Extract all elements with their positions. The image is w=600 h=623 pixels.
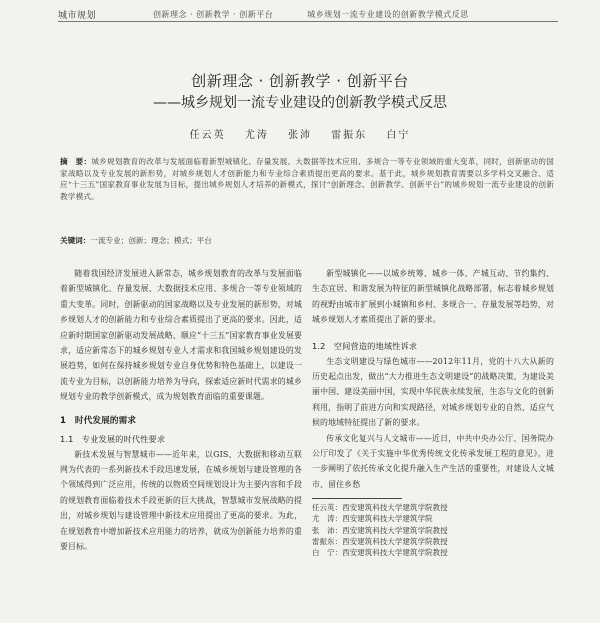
paragraph-urbanization: 新型城镇化——以城乡统筹、城乡一体、产城互动、节约集约、生态宜居、和谐发展为特征的新型城镇化战略部署，标志着城乡规划的视野由城市扩展到小城镇和乡村、多规合一、存量发展等趋势，对城乡规划人才素质提出了新的要求。 (312, 269, 554, 325)
right-column (312, 266, 554, 558)
paragraph-new-tech: 新技术发展与智慧城市——近年来，以GIS、大数据和移动互联网为代表的一系列新技术手段迅速发展，在城乡规划与建设管理的各个领域得到广泛应用，传统的以物质空间规划设计为主要内容和手段的规划教育面临着技术手段更新的巨大挑战，智慧城市发展战略的提出，对城乡规划与建设管理中新技术应用提出了更高的要求。为此，在规划教育中增加新技术应用能力的培养，就成为创新能力培养的重要目标。 (60, 449, 302, 552)
affiliation-line: 任云英：西安建筑科技大学建筑学院教授 (312, 503, 448, 513)
affiliation-line: 张 沛：西安建筑科技大学建筑学院教授 (312, 525, 448, 535)
paper-subtitle: ——城乡规划一流专业建设的创新教学模式反思 (153, 95, 447, 111)
keywords (60, 235, 554, 246)
author-affiliations (312, 502, 554, 558)
running-header-text: 创新理念 · 创新教学 · 创新平台 城乡规划一流专业建设的创新教学模式反思 (153, 10, 469, 19)
header-rule (58, 21, 558, 22)
paragraph-culture: 传承文化复兴与人文城市——近日，中共中央办公厅、国务院办公厅印发了《关于实施中华优秀传统文化传承发展工程的意见》，进一步阐明了依托传承文化提升融入生产生活的重要性，对建设人文城市、留住乡愁 (312, 433, 554, 489)
affiliation-line: 白 宁：西安建筑科技大学建筑学院教授 (312, 548, 448, 558)
running-header (58, 8, 558, 22)
left-column (60, 266, 302, 555)
abstract-label: 摘 要： (60, 157, 92, 166)
journal-logo: 城市规划 (58, 11, 97, 21)
footnote-rule (312, 498, 402, 499)
intro-paragraph: 随着我国经济发展进入新常态，城乡规划教育的改革与发展面临着新型城镇化、存量发展、大数据技术应用、多规合一等专业领域的重大变革。同时，创新驱动的国家战略以及专业发展的新形势，对城乡规划人才的创新能力和专业综合素质提出了更高的要求。因此，适应新时期国家创新驱动发展战略、顺应“十三五”国家教育事业发展要求，适应新常态下的城乡规划专业人才需求和我国城乡规划建设的发展趋势，如何在保持城乡规划专业自身优势和特色基础上，以建设一流专业为目标，以创新能力培养为导向，探索适应新时代需求的城乡规划专业的教学创新模式，成为规划教育面临的重要课题。 (60, 269, 302, 402)
abstract (60, 156, 554, 202)
paper-title: 创新理念 · 创新教学 · 创新平台 (191, 72, 409, 90)
subsection-heading-1-1: 1.1 专业发展的时代性要求 (60, 433, 166, 444)
author-list: 任云英 尤涛 张沛 雷振东 白宁 (189, 130, 411, 141)
affiliation-line: 雷振东：西安建筑科技大学建筑学院教授 (312, 536, 448, 546)
keywords-label: 关键词： (60, 236, 91, 245)
affiliation-line: 尤 涛：西安建筑科技大学建筑学院 (312, 514, 433, 524)
keywords-text: 一流专业；创新；理念；模式；平台 (90, 236, 212, 245)
section-heading-1: 1 时代发展的需求 (60, 415, 137, 426)
subsection-heading-1-2: 1.2 空间营造的地域性诉求 (312, 340, 418, 351)
paragraph-ecology: 生态文明建设与绿色城市——2012年11月，党的十八大从新的历史起点出发，做出“大力推进生态文明建设”的战略决策，为建设美丽中国、建设美丽中国，实现中华民族永续发展，生态与文化的创新利用，指明了前进方向和实现路径，对城乡规划专业的自然、适应气候的地域特征提出了新的要求。 (312, 356, 554, 428)
abstract-text: 城乡规划教育的改革与发展面临着新型城镇化、存量发展、大数据等技术应用、多规合一等专业领域的重大变革，同时，创新驱动的国家战略以及专业发展的新形势，对城乡规划人才创新能力和专业综合素质提出更高的要求。基于此，城乡规划教育需要以多学科交叉融合、适应“十三五”国家教育事业发展为目标，提出城乡规划人才培养的新模式，探讨“创新理念、创新教学、创新平台”的城乡规划一流专业建设的创新教学模式。 (60, 157, 554, 201)
